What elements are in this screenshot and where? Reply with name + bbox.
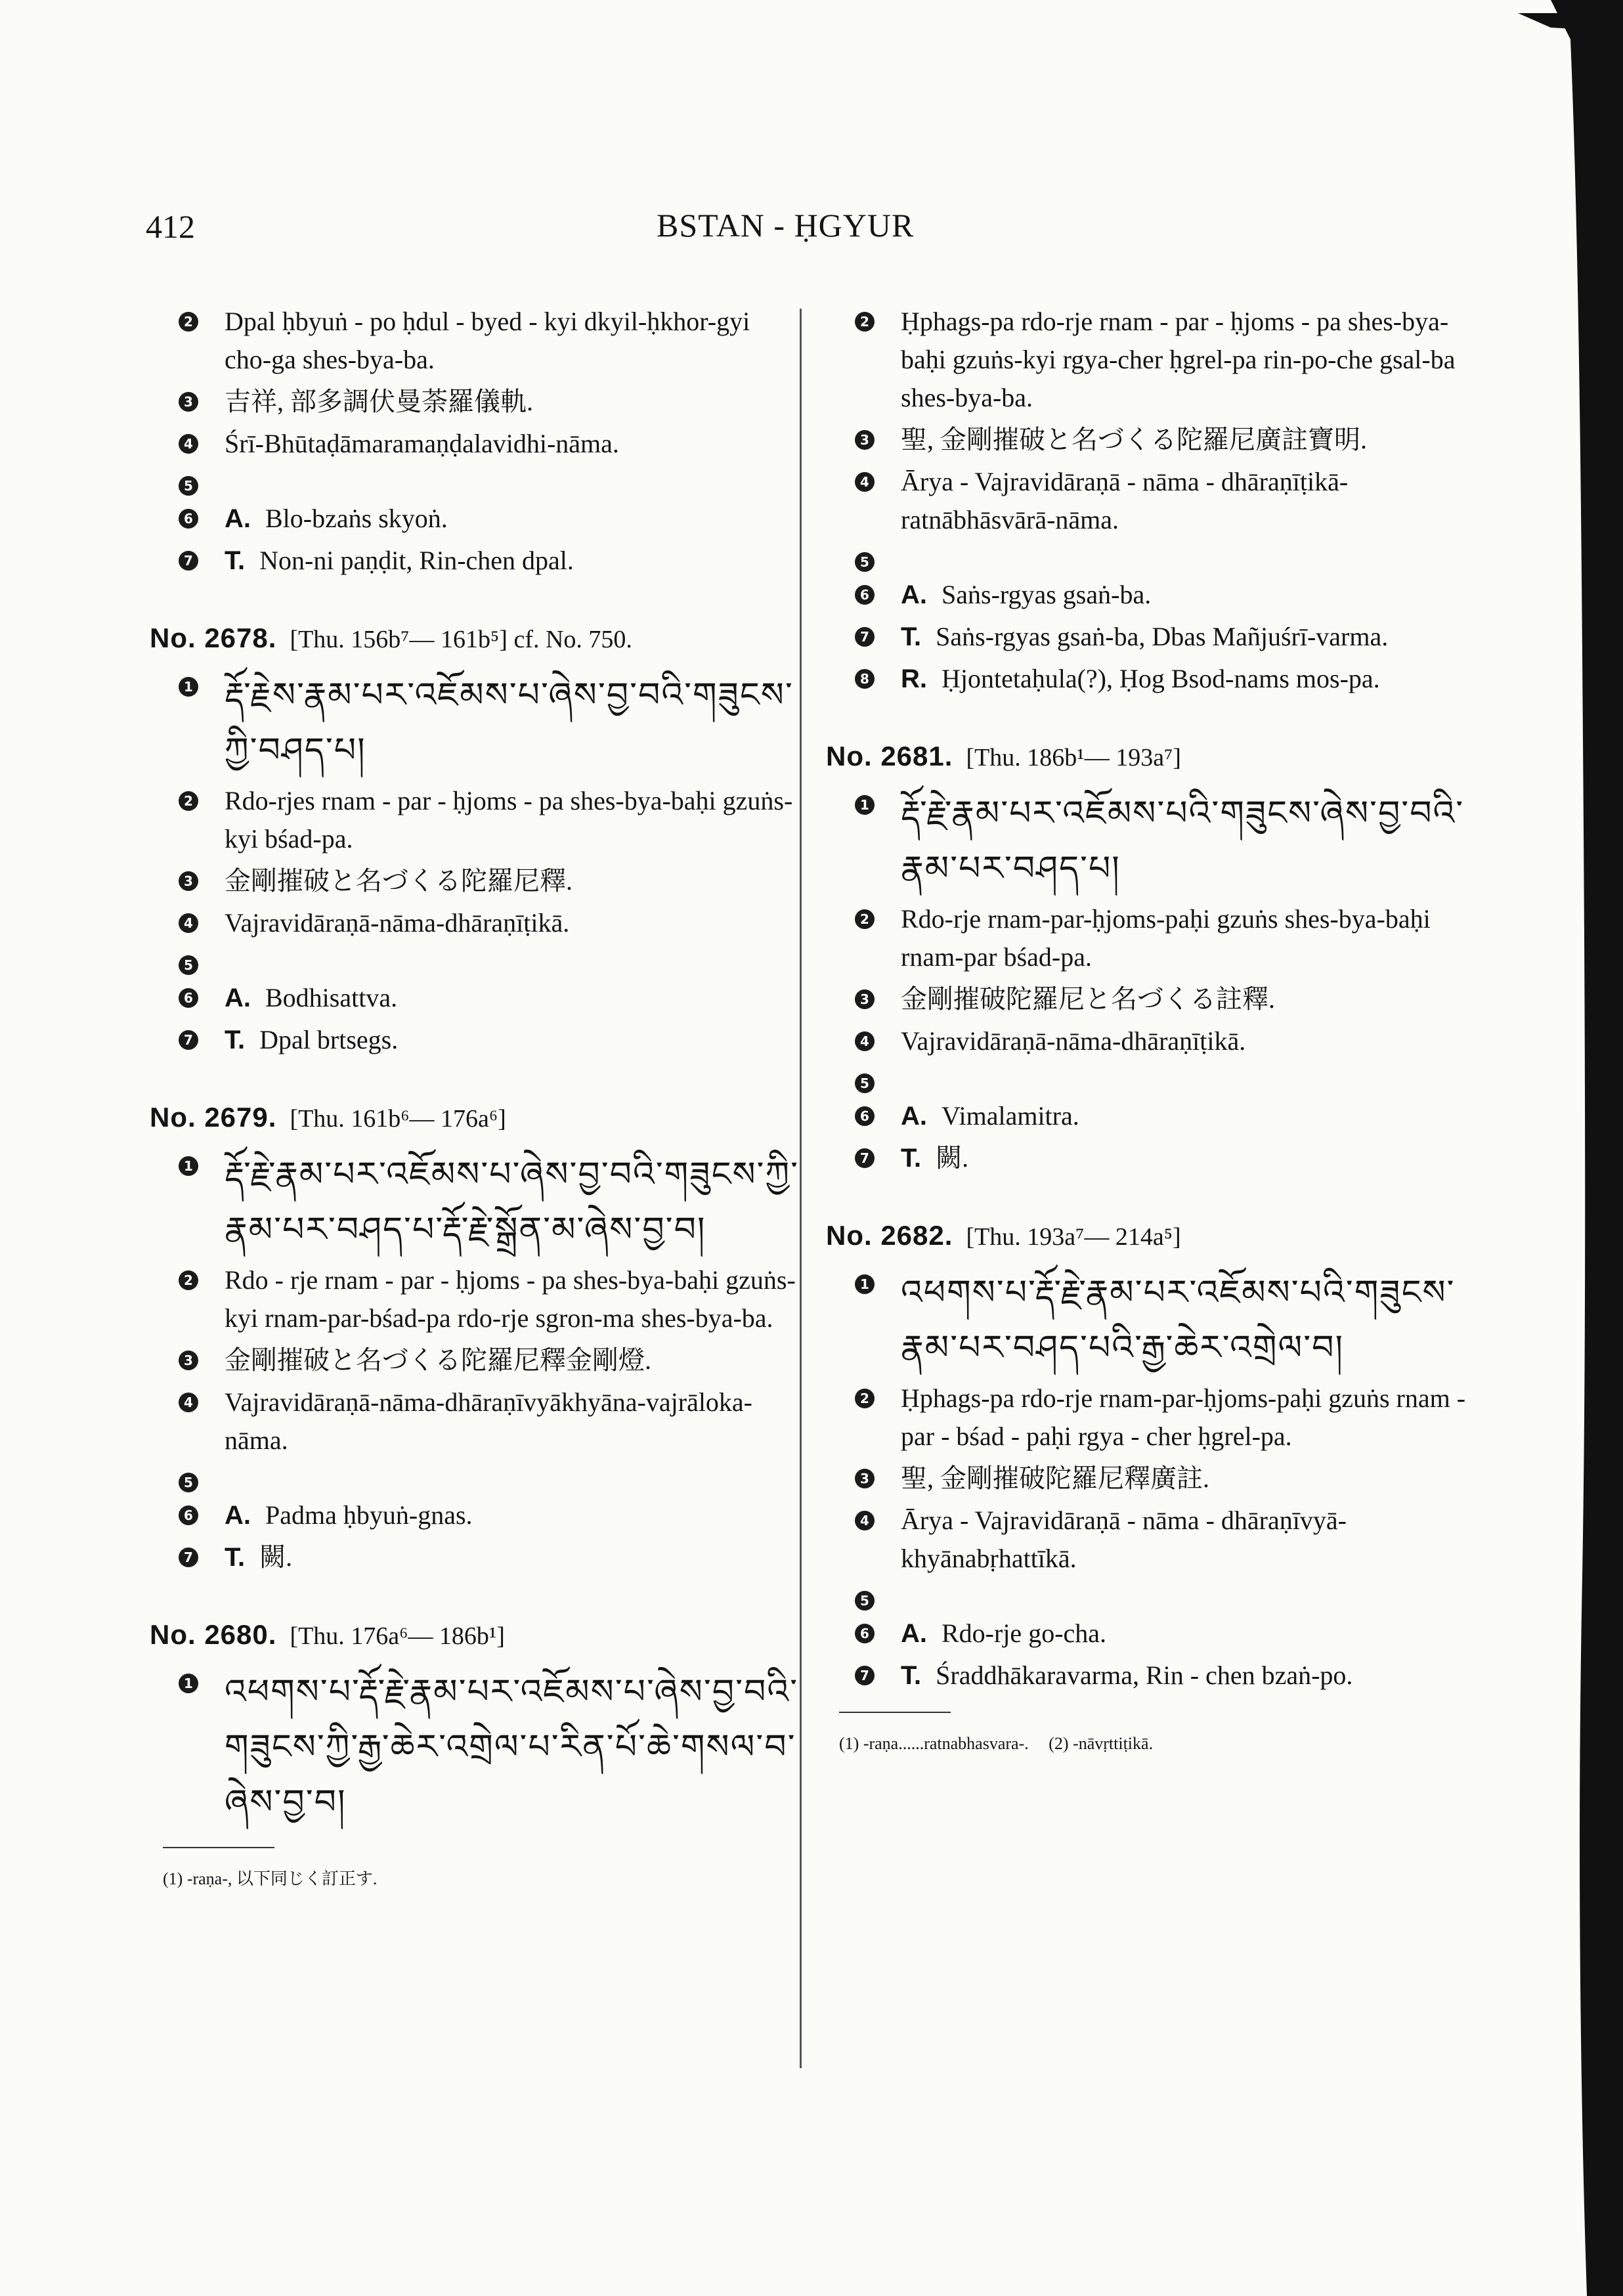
item-marker: 5 (179, 1473, 198, 1492)
entry-2682 (826, 1217, 1469, 1695)
item-marker: 2 (855, 909, 875, 929)
entry-line-text (901, 618, 1469, 656)
entry-2681 (826, 737, 1469, 1177)
entry-line (826, 1657, 1469, 1695)
item-marker: 7 (855, 1666, 875, 1685)
entry-reference: [Thu. 161b⁶— 176a⁶] (290, 1105, 506, 1133)
role-tag: A. (901, 1619, 927, 1648)
entry-line (826, 1614, 1469, 1653)
entry-line (150, 383, 800, 421)
item-marker: 3 (179, 1351, 198, 1370)
item-marker: 1 (855, 795, 875, 815)
line-content: Bodhisattva. (265, 983, 398, 1012)
item-marker: 4 (855, 472, 875, 492)
item-marker: 2 (179, 1270, 198, 1290)
item-marker: 2 (855, 312, 875, 332)
footnotes (839, 1725, 1469, 1763)
entry-line (826, 618, 1469, 656)
entry-header (150, 1616, 800, 1655)
item-marker: 1 (179, 677, 198, 697)
entry-line (826, 980, 1469, 1018)
line-content: 吉祥, 部多調伏曼荼羅儀軌. (225, 387, 533, 416)
entry-line-text (901, 660, 1469, 698)
entry-line-text (901, 1022, 1469, 1060)
role-tag: A. (225, 504, 251, 533)
entry-line-text (225, 1383, 800, 1460)
entry-2679 (150, 1098, 800, 1576)
line-content: Ārya - Vajravidāraṇā - nāma - dhāraṇīṭikā-ratnābhāsvārā-nāma. (901, 467, 1349, 534)
item-marker: 6 (179, 988, 198, 1008)
line-content: Dpal ḥbyuṅ - po ḥdul - byed - kyi dkyil-ḥkhor-gyi cho-ga shes-bya-ba. (225, 307, 750, 374)
footnote-2: (2) -nāvṛttiṭikā. (1049, 1734, 1154, 1753)
item-marker: 7 (855, 627, 875, 647)
line-content: 金剛摧破と名づくる陀羅尼釋. (225, 866, 573, 896)
entry-reference: [Thu. 186b¹— 193a⁷] (966, 744, 1181, 771)
line-content: Vajravidāraṇā-nāma-dhāraṇīṭikā. (901, 1026, 1246, 1056)
entry-line (826, 1022, 1469, 1060)
tibetan-title-line (826, 786, 1469, 896)
item-marker: 4 (179, 913, 198, 933)
line-content: Blo-bzaṅs skyoṅ. (265, 504, 448, 533)
entry-line-text (225, 1261, 800, 1337)
role-tag: A. (225, 984, 251, 1012)
entry-header (150, 1098, 800, 1138)
entry-number: No. 2681. (826, 741, 953, 771)
tibetan-title-line (150, 668, 800, 778)
line-content: Non-ni paṇḍit, Rin-chen dpal. (259, 546, 574, 575)
tibetan-title: རྡོ་རྗེ་རྣམ་པར་འཇོམས་པ་ཞེས་བྱ་བའི་གཟུངས་ཀྱི་རྣམ་པར་བཤད་པ་རྡོ་རྗེ་སྒྲོན་མ་ཞེས་བྱ་བ། (225, 1155, 799, 1249)
tibetan-title-line (826, 1265, 1469, 1375)
footnote-rule (163, 1847, 274, 1848)
entry-line (150, 425, 800, 463)
item-marker: 4 (855, 1031, 875, 1051)
item-marker: 5 (179, 476, 198, 496)
item-marker: 1 (179, 1156, 198, 1176)
tibetan-title: རྡོ་རྗེས་རྣམ་པར་འཇོམས་པ་ཞེས་བྱ་བའི་གཟུངས་ཀྱི་བཤད་པ། (225, 676, 794, 770)
entry-line (150, 946, 800, 975)
role-tag: T. (225, 1543, 246, 1572)
line-content: Ḥjontetaḥula(?), Ḥog Bsod-nams mos-pa. (941, 664, 1380, 693)
role-tag: T. (225, 546, 246, 575)
entry-line (826, 421, 1469, 459)
running-title: BSTAN - ḤGYUR (657, 207, 915, 244)
entry-line-text (901, 1460, 1469, 1498)
footnote-1: (1) -raṇa......ratnabhasvara-. (839, 1734, 1029, 1753)
entry-line-text (901, 1097, 1469, 1135)
item-marker: 7 (179, 1030, 198, 1050)
line-content: 聖, 金剛摧破陀羅尼釋廣註. (901, 1463, 1209, 1493)
item-marker: 3 (179, 871, 198, 891)
entry-lines (150, 1261, 800, 1576)
entry-continued (150, 303, 800, 580)
entry-reference: [Thu. 156b⁷— 161b⁵] cf. No. 750. (290, 626, 632, 653)
entry-line (826, 900, 1469, 976)
entry-lines (150, 782, 800, 1059)
role-tag: T. (225, 1026, 246, 1054)
line-content: Rdo-rjes rnam - par - ḥjoms - pa shes-bya-baḥi gzuṅs-kyi bśad-pa. (225, 786, 793, 854)
entry-line-text (225, 904, 800, 942)
entry-line (826, 303, 1469, 417)
item-marker: 6 (855, 1624, 875, 1643)
entry-line-text (901, 1139, 1469, 1177)
entry-line-text (901, 463, 1469, 539)
entry-line (826, 543, 1469, 572)
entry-lines (826, 900, 1469, 1177)
line-content: 闕. (936, 1143, 969, 1173)
item-marker: 2 (855, 1389, 875, 1408)
line-content: Padma ḥbyuṅ-gnas. (265, 1500, 473, 1530)
item-marker: 6 (855, 585, 875, 605)
role-tag: T. (901, 1144, 922, 1173)
entry-line-text (225, 383, 800, 421)
line-content: Rdo-rje go-cha. (941, 1618, 1107, 1648)
item-marker: 4 (179, 434, 198, 454)
item-marker: 5 (855, 1591, 875, 1611)
tibetan-title-line (150, 1664, 800, 1830)
entry-line-text (225, 1341, 800, 1379)
item-marker: 2 (179, 791, 198, 811)
line-content: Śrī-Bhūtaḍāmaramaṇḍalavidhi-nāma. (225, 429, 619, 458)
item-marker: 3 (855, 430, 875, 450)
item-marker: 6 (855, 1106, 875, 1126)
line-content: Ārya - Vajravidāraṇā - nāma - dhāraṇīvyā-khyānabṛhattīkā. (901, 1505, 1347, 1573)
entry-line (150, 1383, 800, 1460)
item-marker: 3 (855, 1469, 875, 1488)
entry-line-text (225, 303, 800, 379)
tibetan-title: རྡོ་རྗེ་རྣམ་པར་འཇོམས་པའི་གཟུངས་ཞེས་བྱ་བའི་རྣམ་པར་བཤད་པ། (901, 794, 1465, 888)
item-marker: 1 (855, 1274, 875, 1294)
line-content: Vajravidāraṇā-nāma-dhāraṇīṭikā. (225, 908, 570, 938)
entry-line-text (901, 1502, 1469, 1578)
entry-reference: [Thu. 193a⁷— 214a⁵] (966, 1223, 1181, 1251)
entry-line-text (901, 1614, 1469, 1653)
entry-line-text (901, 980, 1469, 1018)
entry-line (150, 1496, 800, 1534)
role-tag: A. (901, 580, 927, 609)
entry-line-text (225, 542, 800, 580)
line-content: Vimalamitra. (941, 1101, 1079, 1131)
entry-header (150, 619, 800, 659)
item-marker: 7 (179, 551, 198, 571)
entry-line (150, 782, 800, 858)
line-content: Śraddhākaravarma, Rin - chen bzaṅ-po. (936, 1660, 1353, 1690)
entry-2680 (150, 1616, 800, 1830)
entry-line-text (901, 1379, 1469, 1456)
entry-line (150, 904, 800, 942)
footnote: (1) -raṇa-, 以下同じく訂正す. (163, 1869, 378, 1888)
entry-line-text (901, 576, 1469, 614)
entry-2678 (150, 619, 800, 1059)
item-marker: 4 (855, 1511, 875, 1530)
line-content: Rdo-rje rnam-par-ḥjoms-paḥi gzuṅs shes-bya-baḥi rnam-par bśad-pa. (901, 904, 1431, 972)
entry-line-text (225, 782, 800, 858)
entry-line (826, 576, 1469, 614)
entry-number: No. 2680. (150, 1619, 277, 1650)
role-tag: R. (901, 664, 927, 693)
left-column (150, 299, 800, 1898)
role-tag: T. (901, 622, 922, 651)
entry-line (826, 660, 1469, 698)
entry-line (826, 1460, 1469, 1498)
entry-line-text (901, 900, 1469, 976)
entry-line (826, 1502, 1469, 1578)
entry-number: No. 2682. (826, 1220, 953, 1251)
entry-line-text (225, 979, 800, 1017)
line-content: Rdo - rje rnam - par - ḥjoms - pa shes-bya-baḥi gzuṅs-kyi rnam-par-bśad-pa rdo-rje sgron-ma shes-bya-ba. (225, 1265, 796, 1333)
entry-line-text (225, 1021, 800, 1059)
entry-number: No. 2679. (150, 1102, 277, 1133)
item-marker: 5 (855, 552, 875, 572)
tibetan-title-line (150, 1147, 800, 1257)
line-content: 金剛摧破と名づくる陀羅尼釋金剛燈. (225, 1345, 651, 1375)
item-marker: 5 (179, 955, 198, 975)
item-marker: 1 (179, 1674, 198, 1693)
scanned-page-edge (1472, 0, 1623, 2296)
entry-line-text (225, 425, 800, 463)
role-tag: A. (901, 1102, 927, 1131)
item-marker: 6 (179, 509, 198, 529)
line-content: 聖, 金剛摧破と名づくる陀羅尼廣註寶明. (901, 425, 1367, 454)
entry-line (150, 467, 800, 496)
entry-line (826, 1379, 1469, 1456)
line-content: Saṅs-rgyas gsaṅ-ba. (941, 580, 1152, 609)
entry-line (150, 1261, 800, 1337)
entry-line-text (901, 303, 1469, 417)
entry-line (150, 1463, 800, 1492)
entry-line (150, 1021, 800, 1059)
entry-line-text (225, 1538, 800, 1576)
item-marker: 3 (855, 989, 875, 1009)
entry-line-text (225, 862, 800, 900)
line-content: Dpal brtsegs. (259, 1025, 399, 1054)
item-marker: 6 (179, 1505, 198, 1525)
entry-line (150, 500, 800, 538)
entry-line-text (901, 421, 1469, 459)
entry-header (826, 1217, 1469, 1256)
tibetan-title: འཕགས་པ་རྡོ་རྗེ་རྣམ་པར་འཇོམས་པའི་གཟུངས་རྣམ་པར་བཤད་པའི་རྒྱ་ཆེར་འགྲེལ་བ། (901, 1273, 1456, 1368)
entry-lines (826, 1379, 1469, 1695)
role-tag: A. (225, 1501, 251, 1530)
entry-line (150, 862, 800, 900)
line-content: 金剛摧破陀羅尼と名づくる註釋. (901, 984, 1275, 1014)
tibetan-title: འཕགས་པ་རྡོ་རྗེ་རྣམ་པར་འཇོམས་པ་ཞེས་བྱ་བའི་གཟུངས་ཀྱི་རྒྱ་ཆེར་འགྲེལ་པ་རིན་པོ་ཆེ་གསལ་བ་ཞེས་བྱ་བ། (225, 1672, 799, 1822)
entry-reference: [Thu. 176a⁶— 186b¹] (290, 1622, 505, 1650)
entry-line (150, 979, 800, 1017)
item-marker: 7 (855, 1148, 875, 1168)
item-marker: 2 (179, 312, 198, 332)
item-marker: 7 (179, 1548, 198, 1567)
line-content: 闕. (259, 1542, 293, 1572)
entry-line-text (901, 1657, 1469, 1695)
page-number: 412 (146, 208, 195, 245)
entry-line (826, 1139, 1469, 1177)
entry-2680-continued (826, 303, 1469, 698)
line-content: Ḥphags-pa rdo-rje rnam-par-ḥjoms-paḥi gzuṅs rnam - par - bśad - paḥi rgya - cher ḥgrel-pa. (901, 1383, 1466, 1451)
footnote-rule (839, 1712, 951, 1713)
entry-line-text (225, 1496, 800, 1534)
entry-line-text (225, 500, 800, 538)
entry-line (150, 1341, 800, 1379)
line-content: Ḥphags-pa rdo-rje rnam - par - ḥjoms - pa shes-bya-baḥi gzuṅs-kyi rgya-cher ḥgrel-pa rin-po-che gsal-ba shes-bya-ba. (901, 307, 1456, 412)
item-marker: 5 (855, 1073, 875, 1093)
column-divider (800, 309, 802, 2068)
item-marker: 3 (179, 392, 198, 412)
right-column (826, 299, 1469, 1763)
item-marker: 4 (179, 1393, 198, 1412)
entry-line (826, 1582, 1469, 1611)
role-tag: T. (901, 1661, 922, 1690)
entry-line (150, 303, 800, 379)
line-content: Saṅs-rgyas gsaṅ-ba, Dbas Mañjuśrī-varma. (936, 622, 1389, 651)
entry-line (826, 1064, 1469, 1093)
entry-line (150, 542, 800, 580)
entry-line (150, 1538, 800, 1576)
entry-line (826, 1097, 1469, 1135)
entry-number: No. 2678. (150, 622, 277, 653)
item-marker: 8 (855, 669, 875, 689)
line-content: Vajravidāraṇā-nāma-dhāraṇīvyākhyāna-vajrāloka-nāma. (225, 1387, 753, 1455)
entry-header (826, 737, 1469, 777)
entry-line (826, 463, 1469, 539)
